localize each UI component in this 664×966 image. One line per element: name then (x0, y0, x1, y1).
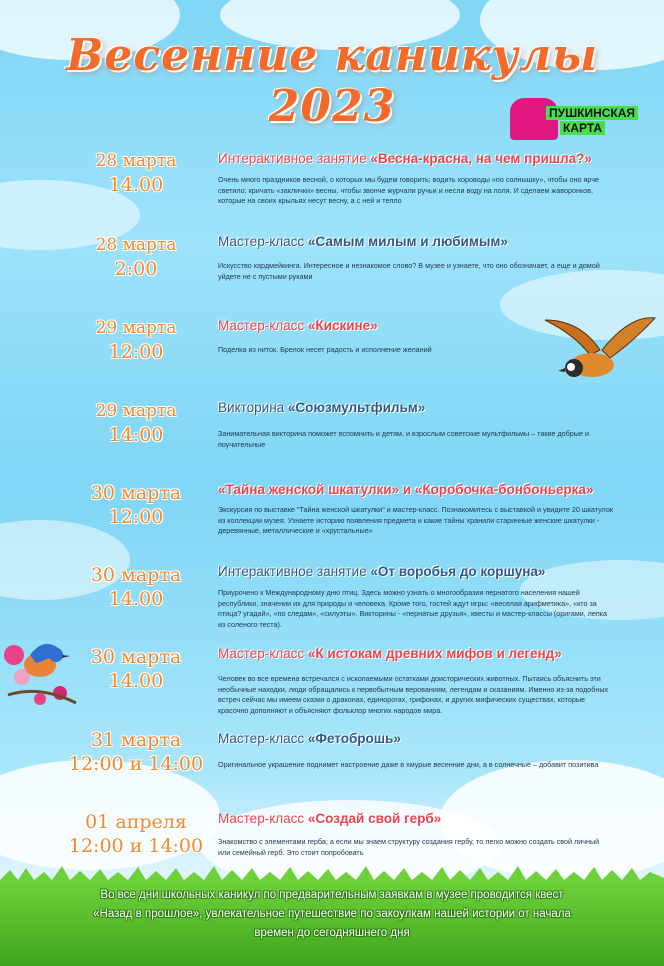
event-date (36, 317, 236, 365)
event-description: Оригинальное украшение поднимет настроение даже в хмурые весенние дни, а в солнечные – добавит позитива (218, 760, 599, 769)
event-time: 2:00 (114, 258, 158, 280)
event-day: 30 марта (90, 564, 182, 586)
logo-text-line1: ПУШКИНСКАЯ (546, 106, 638, 120)
event-title (218, 730, 648, 748)
event-time: 14.00 (108, 174, 164, 196)
event-description: Очень много праздников весной, о которых мы будем говорить; водить хороводы «по солнышку», чтобы оно ярче светило; кричать «заклички» весны, чтобы звонче журчали ручьи и несли воду на поля. И сделаем жаворонков, которые на своих крыльях несут весну, а с ней и тепло (218, 175, 599, 205)
event-time: 12:00 (108, 341, 164, 363)
footer-quest-note (20, 886, 644, 943)
event-type: Мастер-класс (218, 646, 308, 661)
event-day: 29 марта (95, 318, 177, 338)
event-description: Искусство кардмейкинга. Интересное и незнакомое слово? В музее и узнаете, что оно обозначает, а еще и домой уйдете не с пустыми руками (218, 261, 600, 281)
event-title (218, 645, 648, 663)
event-time: 14.00 (108, 670, 164, 692)
event-type: Мастер-класс (218, 234, 308, 249)
event-description: Знакомство с элементами герба; а если мы знаем структуру создания гербу, то легко можно создать свой личный или семейный герб. Это стоит попробовать (218, 837, 600, 857)
pushkin-card-logo (510, 98, 660, 140)
event-date (36, 150, 236, 198)
flying-bird-illustration (540, 310, 658, 390)
event-type: Мастер-класс (218, 731, 308, 746)
event-date (36, 234, 236, 282)
event-description: Приурочено к Международному дню птиц. Здесь можно узнать о многообразии пернатого населения нашей республики, значении их для природы и человека. Кроме того, гостей ждут игры: «веселая арифметика», «кто за птица? угадай», «по следам», «силуэты». Викторины - «пернатые друзья», квесты и мастер-классы (оригами, лепка из соленого теста). (218, 588, 608, 629)
event-name: «Фетоброшь» (307, 731, 401, 746)
event-title (218, 563, 648, 581)
event-date (36, 482, 236, 530)
event-time: 14:00 (108, 424, 164, 446)
event-time: 12:00 и 14:00 (68, 753, 204, 775)
event-name: «Весна-красна, на чем пришла?» (370, 151, 592, 166)
event-day: 01 апреля (85, 811, 187, 833)
event-title (218, 810, 648, 828)
event-date (36, 564, 236, 612)
event-day: 31 марта (90, 729, 182, 751)
event-title (218, 399, 648, 417)
event-name: «Создай свой герб» (307, 811, 442, 826)
event-type: Интерактивное занятие (218, 151, 371, 166)
footer-line: «Назад в прошлое», увлекательное путешествие по закоулкам нашей истории от начала (93, 908, 571, 920)
event-type: Мастер-класс (218, 811, 308, 826)
event-day: 30 марта (90, 482, 182, 504)
event-time: 12:00 и 14:00 (68, 835, 204, 857)
event-description: Поделка из ниток. Брелок несет радость и исполнение желаний (218, 345, 432, 354)
event-day: 29 марта (95, 401, 177, 421)
event-day: 30 марта (90, 646, 182, 668)
event-day: 28 марта (95, 235, 177, 255)
event-name: «От воробья до коршуна» (370, 564, 546, 579)
event-date (36, 729, 236, 777)
event-title (218, 233, 648, 251)
event-type: Мастер-класс (218, 318, 308, 333)
event-name: «Самым милым и любимым» (307, 234, 508, 249)
event-date (36, 400, 236, 448)
event-day: 28 марта (95, 151, 177, 171)
event-time: 14.00 (108, 588, 164, 610)
page-title: Весенние каникулы 2023 (66, 30, 598, 132)
event-name: «К истокам древних мифов и легенд» (307, 646, 562, 661)
event-name: «Союзмультфильм» (287, 400, 426, 415)
event-description: Занимательная викторина поможет вспомнить и детям, и взрослым советские мультфильмы – такие добрые и поучительные (218, 429, 589, 449)
event-description: Человек во все времена встречался с ископаемыми остатками доисторических животных. Пытаясь объяснить эти необычные находки, люди обращались к первобытным верованиям, легендам и сказаниям. Именно из-за подобных встреч сейчас мы имеем сказки о драконах, единорогах, грифонах, и других мифических существах, которые красочно дополняют и объясняют фольклор многих народов мира. (218, 674, 609, 715)
event-name: «Тайна женской шкатулки» и «Коробочка-бонбоньерка» (218, 482, 594, 497)
event-title (218, 150, 648, 168)
event-name: «Кискине» (307, 318, 378, 333)
event-title (218, 481, 648, 499)
event-date (36, 811, 236, 859)
event-type: Викторина (218, 400, 288, 415)
event-description: Экскурсия по выставке "Тайна женской шкатулки" и мастер-класс. Познакомитесь с выставкой и увидите 20 шкатулок из коллекции музея. Узнаете историю появления предмета и какие тайны хранили старинные женские шкатулки - деревянные, металлические и «хрустальные» (218, 505, 613, 535)
event-time: 12:00 (108, 506, 164, 528)
logo-text-line2: КАРТА (560, 121, 605, 135)
bluebird-flowers-illustration (0, 625, 80, 715)
event-type: Интерактивное занятие (218, 564, 371, 579)
footer-line: времен до сегодняшнего дня (254, 927, 410, 939)
footer-line: Во все дни школьных каникул по предварительным заявкам в музее проводится квест (100, 889, 564, 901)
